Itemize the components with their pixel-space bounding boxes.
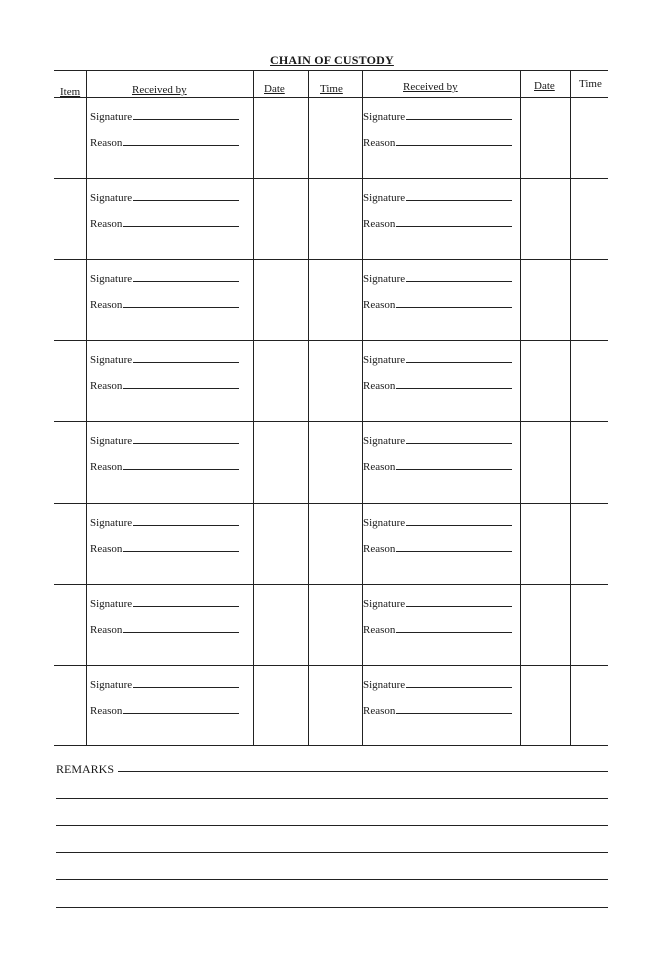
time-1-cell[interactable]: [309, 178, 362, 259]
custody-row: [54, 421, 608, 502]
time-2-cell[interactable]: [571, 584, 608, 665]
remarks-line-4[interactable]: [56, 852, 608, 853]
received-by-1-reason-field[interactable]: [90, 624, 239, 636]
custody-row: [54, 584, 608, 665]
received-by-1-signature-field[interactable]: [90, 111, 239, 123]
signature-blank-line[interactable]: [133, 200, 239, 201]
signature-blank-line[interactable]: [133, 119, 239, 120]
received-by-2-reason-field[interactable]: [363, 461, 512, 473]
received-by-2-signature-field[interactable]: [363, 273, 512, 285]
reason-blank-line[interactable]: [396, 551, 512, 552]
signature-blank-line[interactable]: [133, 362, 239, 363]
received-by-2-reason-field[interactable]: [363, 137, 512, 149]
received-by-1-signature-field[interactable]: [90, 598, 239, 610]
item-cell[interactable]: [54, 340, 86, 421]
date-2-cell[interactable]: [521, 178, 570, 259]
received-by-1-signature-field[interactable]: [90, 273, 239, 285]
reason-blank-line[interactable]: [396, 145, 512, 146]
reason-label: Reason: [90, 299, 123, 312]
reason-label: Reason: [363, 218, 396, 231]
signature-label: Signature: [90, 273, 133, 286]
signature-label: Signature: [90, 435, 133, 448]
time-2-cell[interactable]: [571, 421, 608, 502]
custody-row: [54, 178, 608, 259]
signature-blank-line[interactable]: [406, 525, 512, 526]
reason-label: Reason: [363, 137, 396, 149]
signature-label: Signature: [363, 597, 406, 610]
reason-label: Reason: [363, 704, 396, 717]
reason-blank-line[interactable]: [396, 226, 512, 227]
reason-blank-line[interactable]: [123, 632, 239, 633]
signature-label: Signature: [90, 597, 133, 610]
reason-blank-line[interactable]: [396, 713, 512, 714]
time-2-cell[interactable]: [571, 503, 608, 584]
reason-label: Reason: [90, 218, 123, 231]
header-date-1: Date: [264, 83, 285, 95]
signature-label: Signature: [90, 111, 133, 123]
received-by-1-signature-field[interactable]: [90, 517, 239, 529]
item-cell[interactable]: [54, 503, 86, 584]
header-item: Item: [60, 86, 81, 98]
received-by-1-signature-field[interactable]: [90, 679, 239, 691]
reason-blank-line[interactable]: [123, 388, 239, 389]
date-2-cell[interactable]: [521, 503, 570, 584]
item-cell[interactable]: [54, 584, 86, 665]
reason-label: Reason: [363, 461, 396, 474]
received-by-1-signature-field[interactable]: [90, 192, 239, 204]
reason-blank-line[interactable]: [396, 388, 512, 389]
custody-row: [54, 97, 608, 178]
received-by-2-signature-field[interactable]: [363, 111, 512, 123]
signature-blank-line[interactable]: [406, 606, 512, 607]
received-by-1-signature-field[interactable]: [90, 435, 239, 447]
received-by-2-reason-field[interactable]: [363, 218, 512, 230]
custody-table: [54, 70, 608, 746]
reason-label: Reason: [90, 137, 123, 149]
received-by-1-reason-field[interactable]: [90, 137, 239, 149]
signature-blank-line[interactable]: [133, 525, 239, 526]
received-by-2-reason-field[interactable]: [363, 380, 512, 392]
time-1-cell[interactable]: [309, 259, 362, 340]
received-by-2-reason-field[interactable]: [363, 624, 512, 636]
table-top-rule: [54, 70, 608, 71]
signature-label: Signature: [90, 354, 133, 367]
signature-blank-line[interactable]: [406, 362, 512, 363]
header-received-by-1: Received by: [132, 84, 187, 96]
received-by-2-signature-field[interactable]: [363, 598, 512, 610]
received-by-1-reason-field[interactable]: [90, 543, 239, 555]
date-1-cell[interactable]: [254, 665, 308, 746]
date-2-cell[interactable]: [521, 584, 570, 665]
received-by-2-reason-field[interactable]: [363, 543, 512, 555]
remarks-line-2[interactable]: [56, 798, 608, 799]
remarks-line-1[interactable]: [118, 771, 608, 772]
reason-blank-line[interactable]: [396, 307, 512, 308]
header-received-by-2: Received by: [403, 81, 458, 93]
remarks-line-6[interactable]: [56, 907, 608, 908]
remarks-label: REMARKS: [56, 762, 115, 776]
remarks-line-3[interactable]: [56, 825, 608, 826]
signature-label: Signature: [90, 192, 133, 205]
reason-label: Reason: [90, 623, 123, 636]
reason-label: Reason: [363, 623, 396, 636]
received-by-1-reason-field[interactable]: [90, 380, 239, 392]
custody-row: [54, 340, 608, 421]
date-1-cell[interactable]: [254, 97, 308, 178]
signature-blank-line[interactable]: [406, 687, 512, 688]
date-1-cell[interactable]: [254, 178, 308, 259]
time-2-cell[interactable]: [571, 178, 608, 259]
date-2-cell[interactable]: [521, 665, 570, 746]
time-2-cell[interactable]: [571, 340, 608, 421]
time-2-cell[interactable]: [571, 97, 608, 178]
signature-blank-line[interactable]: [406, 200, 512, 201]
custody-row: [54, 503, 608, 584]
date-1-cell[interactable]: [254, 503, 308, 584]
header-time-2: Time: [579, 78, 602, 90]
signature-blank-line[interactable]: [133, 687, 239, 688]
date-1-cell[interactable]: [254, 340, 308, 421]
date-2-cell[interactable]: [521, 421, 570, 502]
signature-blank-line[interactable]: [133, 606, 239, 607]
received-by-2-signature-field[interactable]: [363, 517, 512, 529]
signature-label: Signature: [363, 435, 406, 448]
reason-label: Reason: [363, 299, 396, 312]
signature-label: Signature: [90, 516, 133, 529]
received-by-1-reason-field[interactable]: [90, 705, 239, 717]
signature-blank-line[interactable]: [406, 119, 512, 120]
time-1-cell[interactable]: [309, 97, 362, 178]
date-1-cell[interactable]: [254, 259, 308, 340]
signature-blank-line[interactable]: [406, 281, 512, 282]
reason-label: Reason: [363, 542, 396, 555]
received-by-2-signature-field[interactable]: [363, 354, 512, 366]
received-by-1-signature-field[interactable]: [90, 354, 239, 366]
received-by-1-reason-field[interactable]: [90, 218, 239, 230]
signature-label: Signature: [363, 516, 406, 529]
reason-blank-line[interactable]: [396, 632, 512, 633]
time-1-cell[interactable]: [309, 340, 362, 421]
signature-label: Signature: [363, 273, 406, 286]
item-cell[interactable]: [54, 178, 86, 259]
signature-label: Signature: [363, 111, 406, 123]
item-cell[interactable]: [54, 421, 86, 502]
time-1-cell[interactable]: [309, 421, 362, 502]
item-cell[interactable]: [54, 259, 86, 340]
reason-blank-line[interactable]: [123, 226, 239, 227]
remarks-line-5[interactable]: [56, 879, 608, 880]
reason-blank-line[interactable]: [123, 713, 239, 714]
item-cell[interactable]: [54, 97, 86, 178]
time-1-cell[interactable]: [309, 665, 362, 746]
signature-blank-line[interactable]: [133, 281, 239, 282]
date-1-cell[interactable]: [254, 421, 308, 502]
signature-label: Signature: [363, 192, 406, 205]
header-time-1: Time: [320, 83, 343, 95]
received-by-1-reason-field[interactable]: [90, 461, 239, 473]
date-2-cell[interactable]: [521, 340, 570, 421]
item-cell[interactable]: [54, 665, 86, 746]
time-2-cell[interactable]: [571, 665, 608, 746]
reason-label: Reason: [90, 461, 123, 474]
reason-label: Reason: [90, 542, 123, 555]
reason-label: Reason: [90, 380, 123, 393]
custody-row: [54, 259, 608, 340]
reason-label: Reason: [90, 704, 123, 717]
custody-row: [54, 665, 608, 746]
reason-blank-line[interactable]: [396, 469, 512, 470]
received-by-2-signature-field[interactable]: [363, 435, 512, 447]
received-by-2-reason-field[interactable]: [363, 299, 512, 311]
date-1-cell[interactable]: [254, 584, 308, 665]
received-by-2-signature-field[interactable]: [363, 192, 512, 204]
remarks-first-line[interactable]: [56, 762, 114, 777]
date-2-cell[interactable]: [521, 259, 570, 340]
time-1-cell[interactable]: [309, 503, 362, 584]
reason-blank-line[interactable]: [123, 469, 239, 470]
signature-label: Signature: [90, 678, 133, 691]
received-by-1-reason-field[interactable]: [90, 299, 239, 311]
header-date-2: Date: [534, 80, 555, 92]
time-1-cell[interactable]: [309, 584, 362, 665]
date-2-cell[interactable]: [521, 97, 570, 178]
reason-blank-line[interactable]: [123, 145, 239, 146]
reason-label: Reason: [363, 380, 396, 393]
received-by-2-reason-field[interactable]: [363, 705, 512, 717]
reason-blank-line[interactable]: [123, 307, 239, 308]
signature-label: Signature: [363, 354, 406, 367]
form-title: CHAIN OF CUSTODY: [270, 53, 394, 67]
reason-blank-line[interactable]: [123, 551, 239, 552]
time-2-cell[interactable]: [571, 259, 608, 340]
received-by-2-signature-field[interactable]: [363, 679, 512, 691]
signature-blank-line[interactable]: [133, 443, 239, 444]
signature-blank-line[interactable]: [406, 443, 512, 444]
signature-label: Signature: [363, 678, 406, 691]
